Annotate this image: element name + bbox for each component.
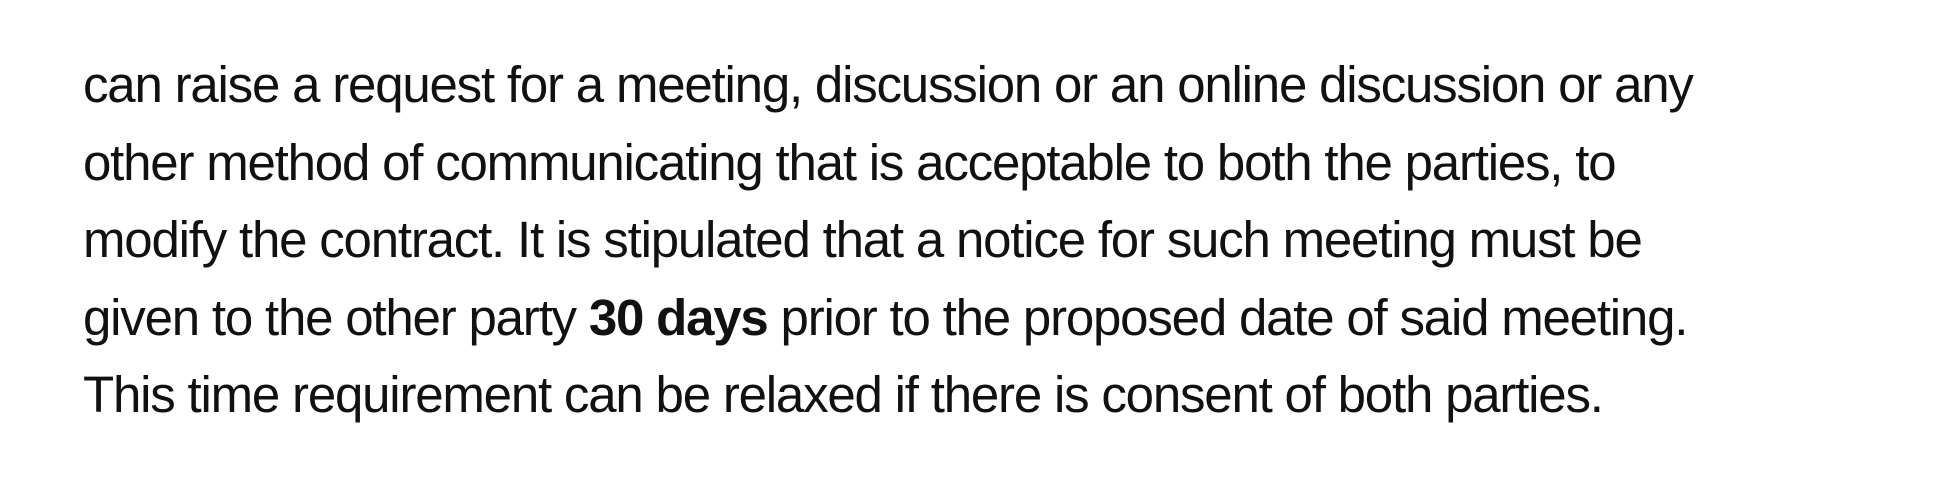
paragraph-line-1: can raise a request for a meeting, discussion or an online discussion or any xyxy=(83,56,1693,113)
line-4-lead-text: given to the other party xyxy=(83,288,589,346)
paragraph-line-4 xyxy=(83,279,1943,357)
paragraph-line-5: This time requirement can be relaxed if there is consent of both parties. xyxy=(83,366,1603,423)
paragraph-line-3: modify the contract. It is stipulated that a notice for such meeting must be xyxy=(83,211,1642,268)
contract-paragraph xyxy=(83,46,1943,434)
paragraph-line-2: other method of communicating that is acceptable to both the parties, to xyxy=(83,133,1616,191)
notice-period-bold: 30 days xyxy=(588,288,768,346)
line-4-trailing-text: prior to the proposed date of said meeting. xyxy=(767,288,1688,346)
